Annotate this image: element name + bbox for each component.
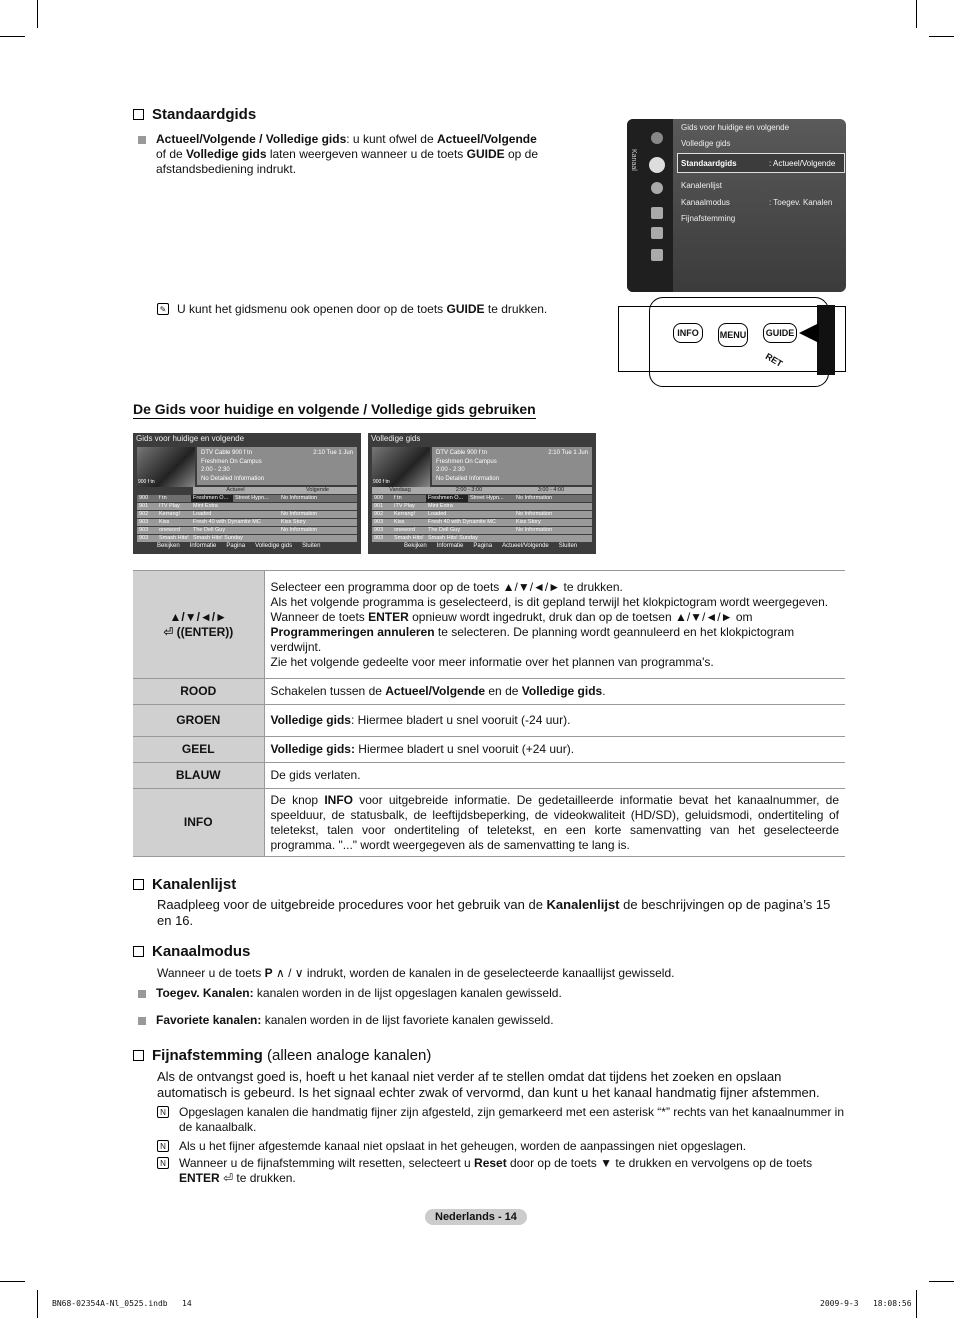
guide-column-header xyxy=(193,487,357,494)
row-channel: oneword xyxy=(394,527,416,533)
note-text xyxy=(179,1156,845,1186)
foot-sluiten: Sluiten xyxy=(558,543,578,549)
square-bullet-icon xyxy=(138,1017,146,1025)
screen-title: Volledige gids xyxy=(371,434,421,443)
guide-keys-table xyxy=(133,570,845,857)
checkbox-bullet-icon xyxy=(133,946,144,957)
info-detail: No Detailed Information xyxy=(436,475,500,482)
row-next: No Information xyxy=(516,495,553,501)
key-rood: ROOD xyxy=(133,679,264,705)
enter-icon: ⏎ xyxy=(219,1171,234,1185)
row-current-2 xyxy=(233,503,279,510)
text: op de xyxy=(504,147,539,161)
text: laten weergeven wanneer u de toets xyxy=(266,147,467,161)
guide-row[interactable] xyxy=(137,519,357,526)
info-channel: DTV Cable 900 f tn xyxy=(201,450,253,456)
row-current-2 xyxy=(233,527,279,534)
row-next: No Information xyxy=(516,511,553,517)
text: Raadpleeg voor de uitgebreide procedures voor het gebruik van de xyxy=(157,897,547,912)
osd-item-standaardgids[interactable]: Standaardgids xyxy=(681,159,737,168)
text: U kunt het gidsmenu ook openen door op de toets xyxy=(177,302,447,316)
menu-button[interactable]: MENU xyxy=(718,323,748,347)
guide-row[interactable] xyxy=(372,495,592,502)
section-title: Standaardgids xyxy=(152,106,257,123)
bold-text: Volledige gids xyxy=(521,684,603,698)
row-number: 901 xyxy=(374,503,384,509)
info-time: 2:10 Tue 1 Jun xyxy=(548,450,588,456)
square-bullet-icon xyxy=(138,990,146,998)
bold-text: GUIDE xyxy=(446,302,485,316)
remote-control-illustration xyxy=(618,306,846,372)
bold-text: P xyxy=(264,966,273,980)
info-time: 2:10 Tue 1 Jun xyxy=(313,450,353,456)
row-number: 903 xyxy=(374,519,384,525)
info-channel: DTV Cable 900 f tn xyxy=(436,450,488,456)
info-program: Freshmen On Campus xyxy=(201,458,262,465)
text: kanalen worden in de lijst favoriete kanalen gewisseld. xyxy=(261,1013,554,1027)
guide-row[interactable] xyxy=(137,527,357,534)
col-actueel: Actueel xyxy=(226,487,245,493)
text: door op de toets ▼ te drukken en vervolgens op de toets xyxy=(506,1156,813,1170)
checkbox-bullet-icon xyxy=(133,109,144,120)
guide-row[interactable] xyxy=(137,495,357,502)
table-row xyxy=(133,737,845,763)
channel-icon xyxy=(649,157,665,173)
bullet-text xyxy=(156,1013,554,1028)
col-volgende: Volgende xyxy=(306,487,329,493)
bold-text: Toegev. Kanalen: xyxy=(156,986,254,1000)
text: Schakelen tussen de xyxy=(270,684,386,698)
row-current-2 xyxy=(233,511,279,518)
osd-item-kanaalmodus-value: : Toegev. Kanalen xyxy=(769,198,833,207)
text: Selecteer een programma door op de toets ▲/▼/◄/► te drukken. xyxy=(270,579,623,594)
info-program: Freshmen On Campus xyxy=(436,458,497,465)
osd-item-gids-huidige[interactable]: Gids voor huidige en volgende xyxy=(681,123,790,132)
row-channel: Smash Hits! xyxy=(394,535,424,541)
bold-text: Actueel/Volgende xyxy=(437,132,537,146)
standaardgids-bullet xyxy=(138,132,578,177)
row-current-2 xyxy=(468,519,514,526)
col-timeslot-1: 2:00 - 3:00 xyxy=(455,487,483,493)
text: te drukken. xyxy=(484,302,548,316)
osd-item-kanaalmodus[interactable]: Kanaalmodus xyxy=(681,198,730,207)
thumb-label: 900 f tn xyxy=(138,479,155,485)
row-current: Smash Hits! Sunday xyxy=(193,535,243,541)
note-text: Opgeslagen kanalen die handmatig fijner zijn afgesteld, zijn gemarkeerd met een asterisk “*” rechts van het kanaalnummer in de kanaalbalk. xyxy=(179,1105,845,1134)
crop-mark xyxy=(37,1290,38,1318)
fijnafstemming-note-1 xyxy=(157,1105,845,1135)
guide-note xyxy=(157,302,547,317)
foot-sluiten: Sluiten xyxy=(302,543,321,549)
text: of de xyxy=(156,147,187,161)
row-number: 901 xyxy=(139,503,149,509)
osd-channel-menu xyxy=(627,119,846,292)
key-geel: GEEL xyxy=(133,737,264,763)
fijnafstemming-text: Als de ontvangst goed is, hoeft u het kanaal niet verder af te stellen omdat dat tijdens het zoeken en opslaan automatisch is gebeurd. Is het signaal echter zwak of vervormd, dan kunt u het kanaal handmatig fijner afstemmen. xyxy=(157,1069,820,1100)
bold-text: ENTER xyxy=(368,609,409,624)
row-channel: f tn xyxy=(159,495,167,501)
foot-informatie: Informatie xyxy=(189,543,217,549)
col-timeslot-2: 3:00 - 4:00 xyxy=(537,487,565,493)
row-current: The Dell Guy xyxy=(193,527,226,533)
row-current-2 xyxy=(233,535,279,542)
text: : u kunt ofwel de xyxy=(346,132,437,146)
guide-row[interactable] xyxy=(372,527,592,534)
row-number: 902 xyxy=(374,511,384,517)
row-next: No Information xyxy=(281,495,318,501)
note-text: Als u het fijner afgestemde kanaal niet opslaat in het geheugen, worden de aanpassingen niet opgeslagen. xyxy=(179,1139,747,1153)
print-timestamp: 2009-9-3 18:08:56 xyxy=(820,1299,912,1308)
picture-icon xyxy=(651,132,663,144)
text: Fijnafstemming xyxy=(152,1047,263,1064)
section-guide-usage-heading: De Gids voor huidige en volgende / Volledige gids gebruiken xyxy=(133,401,536,417)
text: indrukt, worden de kanalen in de geselecteerde kanaallijst gewisseld. xyxy=(303,966,675,980)
fijnafstemming-note-3 xyxy=(157,1156,845,1186)
row-next xyxy=(279,503,357,510)
row-current: Fresh 40 with Dynamite MC xyxy=(428,519,496,525)
key-groen: GROEN xyxy=(133,705,264,737)
bold-text: Volledige gids: xyxy=(270,742,355,756)
note-icon: N xyxy=(157,1106,169,1118)
row-number: 903 xyxy=(139,519,149,525)
bold-text: Reset xyxy=(474,1156,507,1170)
text: kanalen worden in de lijst opgeslagen kanalen gewisseld. xyxy=(253,986,562,1000)
crop-mark xyxy=(0,36,25,37)
osd-item-fijnafstemming[interactable]: Fijnafstemming xyxy=(681,214,736,223)
row-current: Loaded xyxy=(428,511,447,517)
row-current-2: Street Hypn... xyxy=(470,495,504,501)
section-title: Kanaalmodus xyxy=(152,943,251,960)
row-current-2 xyxy=(468,503,514,510)
row-next xyxy=(514,535,592,542)
desc-blauw: De gids verlaten. xyxy=(264,763,845,789)
row-current-2: Street Hypn... xyxy=(235,495,269,501)
bold-text: Favoriete kanalen: xyxy=(156,1013,262,1027)
text: te selecteren. De planning wordt geannuleerd en het klokpictogram verdwijnt. xyxy=(270,624,795,654)
row-current: The Dell Guy xyxy=(428,527,461,533)
bold-text: Volledige gids xyxy=(186,147,267,161)
bold-text: Kanalenlijst xyxy=(546,897,620,912)
text: te drukken. xyxy=(233,1171,296,1185)
desc-geel xyxy=(264,737,845,763)
bold-text: Volledige gids xyxy=(270,713,351,727)
text: de beschrijvingen op de pagina’s 15 en 16. xyxy=(157,897,831,928)
table-row xyxy=(133,571,845,679)
text: Als het volgende programma is geselecteerd, is dit gepland terwijl het klokpictogram wordt weergegeven. Wanneer de toets xyxy=(270,594,829,624)
foot-actueel-volgende: Actueel/Volgende xyxy=(502,543,549,549)
info-button[interactable]: INFO xyxy=(673,323,703,343)
text: De knop xyxy=(270,792,325,807)
foot-informatie: Informatie xyxy=(436,543,464,549)
foot-volledige-gids: Volledige gids xyxy=(255,543,293,549)
application-icon xyxy=(651,227,663,239)
row-channel: Kerrang! xyxy=(159,511,181,517)
desc-rood xyxy=(264,679,845,705)
row-number: 900 xyxy=(374,495,384,501)
info-timeslot: 2:00 - 2:30 xyxy=(436,467,465,473)
osd-item-standaardgids-value: : Actueel/Volgende xyxy=(769,159,836,168)
table-row xyxy=(133,679,845,705)
row-channel: Kerrang! xyxy=(394,511,416,517)
row-next xyxy=(514,503,592,510)
guide-row[interactable] xyxy=(137,535,357,542)
bullet-text xyxy=(156,986,562,1001)
guide-button[interactable]: GUIDE xyxy=(763,323,797,343)
foot-pagina: Pagina xyxy=(473,543,493,549)
row-number: 900 xyxy=(139,495,149,501)
text: afstandsbediening indrukt. xyxy=(156,162,297,176)
col-vandaag: Vandaag xyxy=(389,487,411,493)
fijnafstemming-note-2 xyxy=(157,1139,845,1154)
crop-mark xyxy=(929,1281,954,1282)
bold-text: Actueel/Volgende xyxy=(385,684,486,698)
crop-mark xyxy=(929,36,954,37)
osd-sidebar xyxy=(627,119,673,292)
row-current: Smash Hits! Sunday xyxy=(428,535,478,541)
kanaalmodus-bullet-2 xyxy=(138,1013,838,1028)
row-number: 903 xyxy=(374,527,384,533)
row-channel: ITV Play xyxy=(394,503,415,509)
crop-mark xyxy=(0,1281,25,1282)
section-standaardgids-heading xyxy=(133,106,256,123)
section-kanalenlijst-heading xyxy=(133,876,236,893)
kanalenlijst-text xyxy=(157,897,845,929)
info-timeslot: 2:00 - 2:30 xyxy=(201,467,230,473)
guide-row[interactable] xyxy=(372,519,592,526)
section-title: Kanalenlijst xyxy=(152,876,237,893)
pointer-arrow-icon xyxy=(799,323,819,343)
section-fijnafstemming-heading xyxy=(133,1047,431,1064)
foot-bekijken: Bekijken xyxy=(157,543,180,549)
thumb-label: 900 f tn xyxy=(373,479,390,485)
row-current-2 xyxy=(468,527,514,534)
foot-bekijken: Bekijken xyxy=(404,543,427,549)
crop-mark xyxy=(37,0,38,28)
bold-text: Actueel/Volgende / Volledige gids xyxy=(156,132,347,146)
row-channel: Kiss xyxy=(159,519,170,525)
row-number: 903 xyxy=(139,527,149,533)
key-blauw: BLAUW xyxy=(133,763,264,789)
text: Hiermee bladert u snel vooruit (+24 uur). xyxy=(354,742,575,756)
section-kanaalmodus-heading xyxy=(133,943,250,960)
osd-item-volledige-gids[interactable]: Volledige gids xyxy=(681,139,731,148)
guide-row[interactable] xyxy=(137,503,357,510)
guide-row[interactable] xyxy=(372,535,592,542)
print-file-name: BN68-02354A-Nl_0525.indb 14 xyxy=(52,1299,192,1308)
key-arrows: ▲/▼/◄/► xyxy=(169,609,227,624)
program-info-box xyxy=(197,447,357,485)
page-number-badge: Nederlands - 14 xyxy=(425,1209,527,1225)
row-channel: f tn xyxy=(394,495,402,501)
row-number: 902 xyxy=(139,511,149,517)
kanaalmodus-bullet-1 xyxy=(138,986,838,1001)
checkbox-bullet-icon xyxy=(133,879,144,890)
key-info: INFO xyxy=(133,789,264,857)
return-button[interactable]: RET xyxy=(763,351,785,369)
row-current: Loaded xyxy=(193,511,212,517)
guide-footer xyxy=(404,543,577,549)
setup-icon xyxy=(651,182,663,194)
bold-text: Programmeringen annuleren xyxy=(270,624,435,639)
row-current: Freshmen O... xyxy=(426,495,468,502)
note-icon: N xyxy=(157,1157,169,1169)
row-channel: Kiss xyxy=(394,519,405,525)
screen-title: Gids voor huidige en volgende xyxy=(136,434,245,443)
full-guide-screenshot xyxy=(368,433,596,554)
text: en de xyxy=(485,684,522,698)
bold-text: GUIDE xyxy=(466,147,505,161)
note-text xyxy=(177,302,547,317)
row-next: No Information xyxy=(281,527,318,533)
row-current-2 xyxy=(468,535,514,542)
guide-row[interactable] xyxy=(372,511,592,518)
key-arrows-enter xyxy=(133,571,264,679)
row-next: No Information xyxy=(281,511,318,517)
desc-arrows-enter xyxy=(264,571,845,679)
row-next: Kiss Story xyxy=(516,519,541,525)
remote-edge xyxy=(817,305,835,375)
desc-groen xyxy=(264,705,845,737)
row-next: No Information xyxy=(516,527,553,533)
row-channel: ITV Play xyxy=(159,503,180,509)
desc-info xyxy=(264,789,845,857)
key-enter: ⏎ ((ENTER)) xyxy=(163,624,234,639)
text xyxy=(271,595,840,655)
table-row xyxy=(133,789,845,857)
key-enter-label: (ENTER) xyxy=(180,624,230,639)
guide-row[interactable] xyxy=(137,511,357,518)
checkbox-bullet-icon xyxy=(133,1050,144,1061)
osd-item-kanalenlijst[interactable]: Kanalenlijst xyxy=(681,181,722,190)
row-next xyxy=(279,535,357,542)
kanaalmodus-text xyxy=(157,966,845,981)
osd-side-label: Kanaal xyxy=(630,149,637,171)
row-current: Mint Extra xyxy=(193,503,218,509)
program-info-box xyxy=(432,447,592,485)
text: : Hiermee bladert u snel vooruit (-24 uur). xyxy=(350,713,571,727)
bold-text: ENTER xyxy=(179,1171,220,1185)
crop-mark xyxy=(916,0,917,28)
row-current: Mint Extra xyxy=(428,503,453,509)
text: voor uitgebreide informatie. De gedetailleerde informatie bevat het kanaalnummer, de speelduur, de statusbalk, de leeftijdsbeperking, de videokwaliteit (HD/SD), geluidsmodi, ondertiteling of teletekst, talen voor ondertiteling of teletekst, en een korte samenvatting van het geselecteerde programma. "..." wordt weergegeven als de samenvatting te lang is. xyxy=(270,792,839,852)
row-current-2 xyxy=(468,511,514,518)
text: opnieuw wordt ingedrukt, druk dan op de toetsen ▲/▼/◄/► om xyxy=(408,609,753,624)
row-number: 903 xyxy=(374,535,384,541)
now-next-guide-screenshot xyxy=(133,433,361,554)
p-up-down-icon: ∧ / ∨ xyxy=(275,966,304,980)
guide-footer xyxy=(157,543,320,549)
text: Wanneer u de toets xyxy=(157,966,265,980)
text: (alleen analoge kanalen) xyxy=(262,1047,432,1064)
text: Wanneer u de fijnafstemming wilt resetten, selecteert u xyxy=(179,1156,475,1170)
row-next: Kiss Story xyxy=(281,519,306,525)
guide-column-header xyxy=(372,487,592,494)
crop-mark xyxy=(916,1290,917,1318)
bold-text: INFO xyxy=(324,792,354,807)
foot-pagina: Pagina xyxy=(226,543,246,549)
row-current: Fresh 40 with Dynamite MC xyxy=(193,519,261,525)
table-row xyxy=(133,763,845,789)
row-number: 903 xyxy=(139,535,149,541)
row-current: Freshmen O... xyxy=(191,495,233,502)
note-icon: ✎ xyxy=(157,303,169,315)
text: Zie het volgende gedeelte voor meer informatie over het plannen van programma's. xyxy=(270,654,714,669)
row-channel: oneword xyxy=(159,527,181,533)
text: . xyxy=(602,684,606,698)
section-title xyxy=(152,1047,431,1064)
table-row xyxy=(133,705,845,737)
square-bullet-icon xyxy=(138,136,146,144)
row-channel: Smash Hits! xyxy=(159,535,189,541)
standaardgids-text xyxy=(156,132,538,177)
support-icon xyxy=(651,249,663,261)
row-current-2 xyxy=(233,519,279,526)
guide-row[interactable] xyxy=(372,503,592,510)
note-icon: N xyxy=(157,1140,169,1152)
info-detail: No Detailed Information xyxy=(201,475,265,482)
input-icon xyxy=(651,207,663,219)
